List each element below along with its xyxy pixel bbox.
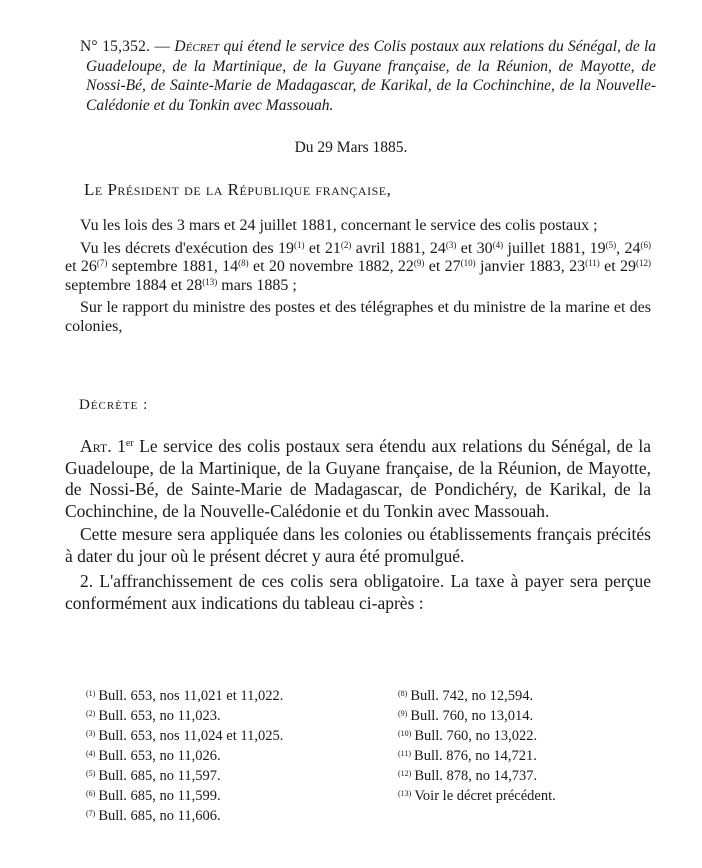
preamble-report: Sur le rapport du ministre des postes et des télégraphes et du ministre de la marine et des colonies,	[65, 299, 651, 335]
footnote: $^{(8)}$ Bull. 742, no 12,594.	[398, 688, 534, 704]
decree-number: N° 15,352. —	[80, 38, 171, 55]
footnote: $^{(11)}$ Bull. 876, no 14,721.	[398, 748, 537, 764]
footnote: $^{(12)}$ Bull. 878, no 14,737.	[398, 768, 538, 784]
preamble	[65, 217, 651, 336]
footnote: $^{(3)}$ Bull. 653, nos 11,024 et 11,025.	[86, 728, 284, 744]
footnote: $^{(7)}$ Bull. 685, no 11,606.	[86, 808, 221, 824]
preamble-laws: Vu les lois des 3 mars et 24 juillet 1881, concernant le service des colis postaux ;	[80, 217, 598, 234]
footnote: $^{(2)}$ Bull. 653, no 11,023.	[86, 708, 221, 724]
footnote: $^{(6)}$ Bull. 685, no 11,599.	[86, 788, 221, 804]
decree-date: Du 29 Mars 1885.	[294, 139, 408, 156]
footnote: $^{(13)}$ Voir le décret précédent.	[398, 788, 556, 804]
decree-title: qui étend le service des Colis postaux aux relations du Sénégal, de la Guadeloupe, de la Martinique, de la Guyane française, de la Réunion, de Mayotte, de Nossi-Bé, de Sainte-Marie de Madagascar, de Karikal, de la Cochinchine, de la Nouvelle-Calédonie et du Tonkin avec Massouah.	[86, 38, 657, 114]
footnote: $^{(1)}$ Bull. 653, nos 11,021 et 11,022.	[86, 688, 284, 704]
article-1: Art. 1er Le service des colis postaux sera étendu aux relations du Sénégal, de la Guadeloupe, de la Martinique, de la Guyane française, de la Réunion, de Mayotte, de Nossi-Bé, de Sainte-Marie de Madagascar, de Pondichéry, de Karikal, de la Cochinchine, de la Nouvelle-Calédonie et du Tonkin avec Massouah.	[65, 436, 651, 521]
decree-header	[80, 37, 657, 115]
articles	[65, 436, 651, 614]
footnote: $^{(10)}$ Bull. 760, no 13,022.	[398, 728, 538, 744]
footnote: $^{(9)}$ Bull. 760, no 13,014.	[398, 708, 534, 724]
decree-word: Décret	[174, 38, 220, 55]
footnotes-right	[398, 685, 556, 805]
footnotes-left	[86, 685, 283, 825]
decrete-heading: Décrète :	[79, 397, 149, 413]
president-heading: Le Président de la République française,	[84, 180, 392, 199]
article-1-label: Art. 1	[80, 436, 126, 456]
preamble-decrees: Vu les décrets d'exécution des 19$^{(1)}$ et 21$^{(2)}$ avril 1881, 24$^{(3)}$ et 30$^{(4)}$ juillet 1881, 19$^{(5)}$, 24$^{(6)}$ et 26$^{(7)}$ septembre 1881, 14$^{(8)}$ et 20 novembre 1882, 22$^{(9)}$ et 27$^{(10)}$ janvier 1883, 23$^{(11)}$ et 29$^{(12)}$ septembre 1884 et 28$^{(13)}$ mars 1885 ;	[65, 239, 652, 294]
article-1-paragraph-2: Cette mesure sera appliquée dans les colonies ou établissements français précités à dater du jour où le présent décret y aura été promulgué.	[65, 524, 651, 566]
footnote: $^{(5)}$ Bull. 685, no 11,597.	[86, 768, 221, 784]
article-2: 2. L'affranchissement de ces colis sera obligatoire. La taxe à payer sera perçue conformément aux indications du tableau ci-après :	[65, 571, 651, 613]
footnote: $^{(4)}$ Bull. 653, no 11,026.	[86, 748, 221, 764]
